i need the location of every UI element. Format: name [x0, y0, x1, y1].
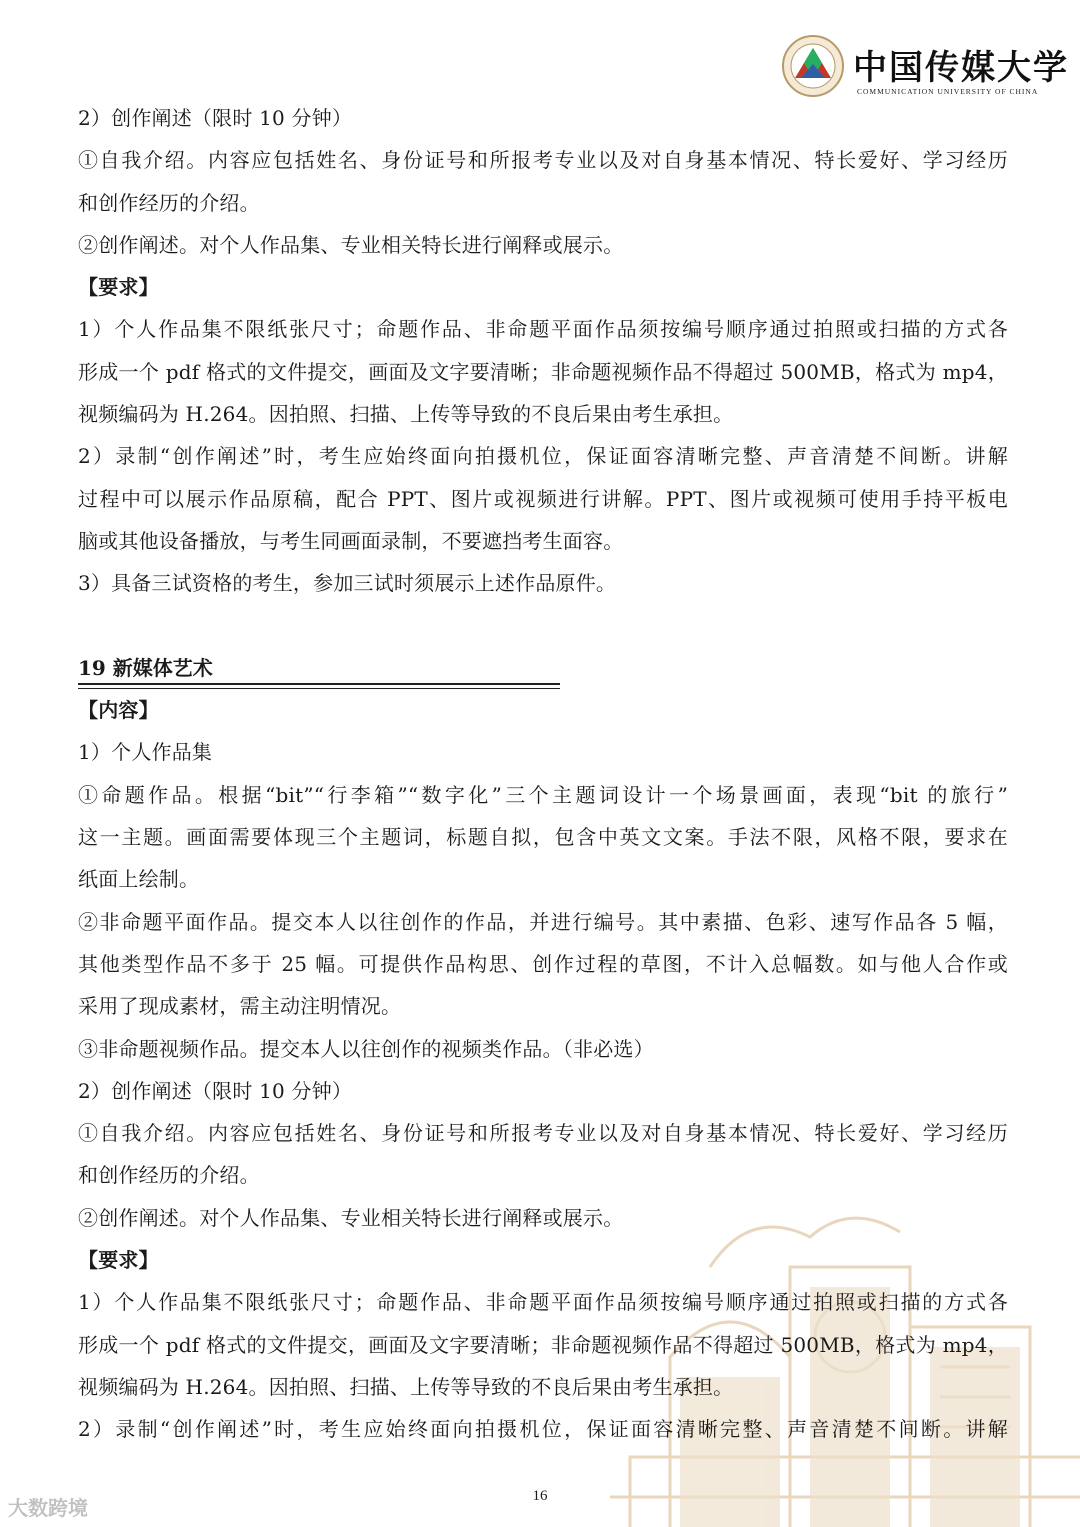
- paragraph-line: 形成一个 pdf 格式的文件提交，画面及文字要清晰；非命题视频作品不得超过 500MB，格式为 mp4，: [78, 1332, 1008, 1357]
- page-number: 16: [532, 1488, 548, 1504]
- section-title: 19 新媒体艺术: [78, 655, 213, 680]
- paragraph-line: 形成一个 pdf 格式的文件提交，画面及文字要清晰；非命题视频作品不得超过 500MB，格式为 mp4，: [78, 359, 1008, 384]
- paragraph-line: ①自我介绍。内容应包括姓名、身份证号和所报考专业以及对自身基本情况、特长爱好、学习经历: [78, 148, 1008, 173]
- paragraph-line: 过程中可以展示作品原稿，配合 PPT、图片或视频进行讲解。PPT、图片或视频可使用手持平板电: [78, 486, 1008, 511]
- paragraph-line: ①命题作品。根据“bit”“行李箱”“数字化”三个主题词设计一个场景画面，表现“bit 的旅行”: [78, 782, 1008, 807]
- paragraph-line: 视频编码为 H.264。因拍照、扫描、上传等导致的不良后果由考生承担。: [78, 1374, 734, 1399]
- content-heading: 【内容】: [78, 698, 159, 723]
- university-emblem-icon: [781, 34, 845, 98]
- paragraph-line: ②创作阐述。对个人作品集、专业相关特长进行阐释或展示。: [78, 232, 624, 257]
- paragraph-line: 脑或其他设备播放，与考生同画面录制，不要遮挡考生面容。: [78, 528, 624, 553]
- university-logo: [781, 32, 1069, 102]
- paragraph-line: 1）个人作品集: [78, 740, 213, 765]
- paragraph-line: 1）个人作品集不限纸张尺寸；命题作品、非命题平面作品须按编号顺序通过拍照或扫描的方式各: [78, 317, 1008, 342]
- paragraph-line: 2）录制“创作阐述”时，考生应始终面向拍摄机位，保证面容清晰完整、声音清楚不间断。讲解: [78, 1417, 1008, 1442]
- paragraph-line: 采用了现成素材，需主动注明情况。: [78, 994, 402, 1019]
- paragraph-line: 2）创作阐述（限时 10 分钟）: [78, 1078, 353, 1103]
- paragraph-line: ②非命题平面作品。提交本人以往创作的作品，并进行编号。其中素描、色彩、速写作品各 5 幅，: [78, 909, 1008, 934]
- paragraph-line: 视频编码为 H.264。因拍照、扫描、上传等导致的不良后果由考生承担。: [78, 402, 734, 427]
- paragraph-line: ③非命题视频作品。提交本人以往创作的视频类作品。（非必选）: [78, 1036, 654, 1061]
- paragraph-line: 纸面上绘制。: [78, 867, 200, 892]
- paragraph-line: ①自我介绍。内容应包括姓名、身份证号和所报考专业以及对自身基本情况、特长爱好、学习经历: [78, 1121, 1008, 1146]
- paragraph-line: 和创作经历的介绍。: [78, 190, 260, 215]
- paragraph-line: 和创作经历的介绍。: [78, 1163, 260, 1188]
- watermark: 大数跨境: [8, 1496, 88, 1520]
- requirements-heading: 【要求】: [78, 1248, 159, 1273]
- university-name-cn: 中国传媒大学: [853, 48, 1069, 88]
- paragraph-line: ②创作阐述。对个人作品集、专业相关特长进行阐释或展示。: [78, 1205, 624, 1230]
- paragraph-line: 2）录制“创作阐述”时，考生应始终面向拍摄机位，保证面容清晰完整、声音清楚不间断。讲解: [78, 444, 1008, 469]
- requirements-heading: 【要求】: [78, 275, 159, 300]
- university-name-en: COMMUNICATION UNIVERSITY OF CHINA: [857, 87, 1039, 96]
- paragraph-line: 其他类型作品不多于 25 幅。可提供作品构思、创作过程的草图，不计入总幅数。如与他人合作或: [78, 951, 1008, 976]
- paragraph-line: 这一主题。画面需要体现三个主题词，标题自拟，包含中英文文案。手法不限，风格不限，要求在: [78, 825, 1008, 850]
- paragraph-line: 1）个人作品集不限纸张尺寸；命题作品、非命题平面作品须按编号顺序通过拍照或扫描的方式各: [78, 1290, 1008, 1315]
- spacer: [78, 605, 1008, 647]
- document-body: [78, 97, 1008, 1451]
- paragraph-line: 2）创作阐述（限时 10 分钟）: [78, 106, 353, 130]
- section-divider: [78, 683, 560, 691]
- paragraph-line: 3）具备三试资格的考生，参加三试时须展示上述作品原件。: [78, 571, 617, 596]
